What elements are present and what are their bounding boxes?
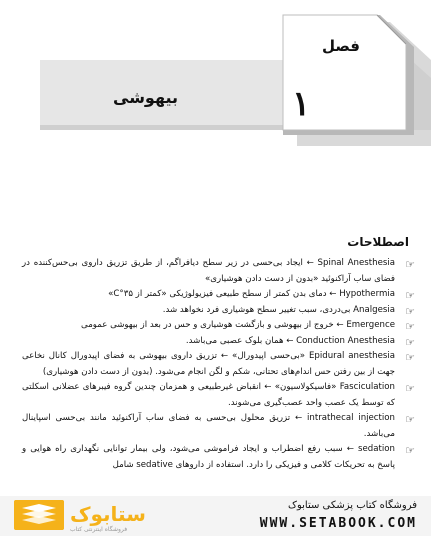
terms-list	[22, 256, 417, 473]
store-name: فروشگاه کتاب پزشکی ستابوک	[288, 500, 417, 511]
term-text: Analgesia بی‌دردی، سبب تغییر سطح هوشیاری فرد نخواهد شد.	[162, 304, 395, 315]
chapter-banner	[0, 0, 431, 160]
term-text: Hypothermia ← دمای بدن کمتر از سطح طبیعی فیزیولوژیکی «کمتر از ۳۵°C»	[108, 289, 395, 299]
term-text: Spinal Anesthesia ← ایجاد بی‌حسی در زیر سطح دیافراگم، از طریق تزریق داروی بی‌حس‌کننده در فضای ساب آراکنوئید «بدون از دست دادن هوشیاری»	[22, 258, 395, 284]
list-item	[22, 318, 417, 334]
list-item	[22, 380, 417, 411]
text-fade-overlay	[0, 478, 431, 498]
hand-pointer-icon: ☞	[405, 304, 415, 318]
hand-pointer-icon: ☞	[405, 351, 415, 364]
hand-pointer-icon: ☞	[405, 320, 415, 333]
chapter-label: فصل	[322, 37, 360, 55]
section-title: اصطلاحات	[347, 235, 409, 249]
list-item	[22, 442, 417, 473]
hand-pointer-icon: ☞	[405, 444, 415, 457]
website-link[interactable]: WWW.SETABOOK.COM	[259, 516, 417, 531]
term-text: Epidural anesthesia «بی‌حسی اپیدورال» ← تزریق داروی بیهوشی به فضای اپیدورال کانال نخاعی جهت از بین رفتن حس اندام‌های تحتانی، شکم و لگن انجام می‌شود. (بدون از دست دادن هوشیاری)	[22, 351, 396, 377]
logo-tagline: فروشگاه اینترنتی کتاب	[70, 526, 128, 533]
list-item	[22, 334, 417, 350]
term-text: Fasciculation «فاسیکولاسیون» ← انقباض غیرطبیعی و همزمان چندین گروه فیبرهای عضلانی اسکلتی که توسط یک عصب واحد عصب‌گیری می‌شوند.	[22, 382, 395, 408]
hand-pointer-icon: ☞	[405, 335, 415, 349]
list-item	[22, 256, 417, 287]
chapter-number: ۱	[292, 84, 311, 124]
term-text: Emergence ← خروج از بیهوشی و بازگشت هوشیاری و حس در بعد از بیهوشی عمومی	[81, 320, 395, 330]
setabook-logo-icon[interactable]	[14, 500, 64, 530]
term-text: Conduction Anesthesia ← همان بلوک عصبی می‌باشد.	[185, 335, 395, 346]
term-text: sedation ← سبب رفع اضطراب و ایجاد فراموشی می‌شود، ولی بیمار توانایی نگهداری راه هوایی و پاسخ به تحریکات کلامی و فیزیکی را دارد. استفاده از داروهای sedative شامل	[22, 444, 395, 470]
list-item	[22, 303, 417, 319]
chapter-title: بیهوشی	[113, 88, 179, 107]
logo-wordmark[interactable]: ستابوک	[70, 502, 146, 526]
list-item	[22, 411, 417, 442]
term-text: intrathecal injection ← تزریق محلول بی‌حسی به فضای ساب آراکنوئید مانند بی‌حسی اسپاینال می‌باشد.	[22, 413, 395, 439]
hand-pointer-icon: ☞	[405, 258, 415, 271]
list-item	[22, 287, 417, 303]
hand-pointer-icon: ☞	[405, 289, 415, 302]
hand-pointer-icon: ☞	[405, 413, 415, 426]
list-item	[22, 349, 417, 380]
hand-pointer-icon: ☞	[405, 382, 415, 395]
